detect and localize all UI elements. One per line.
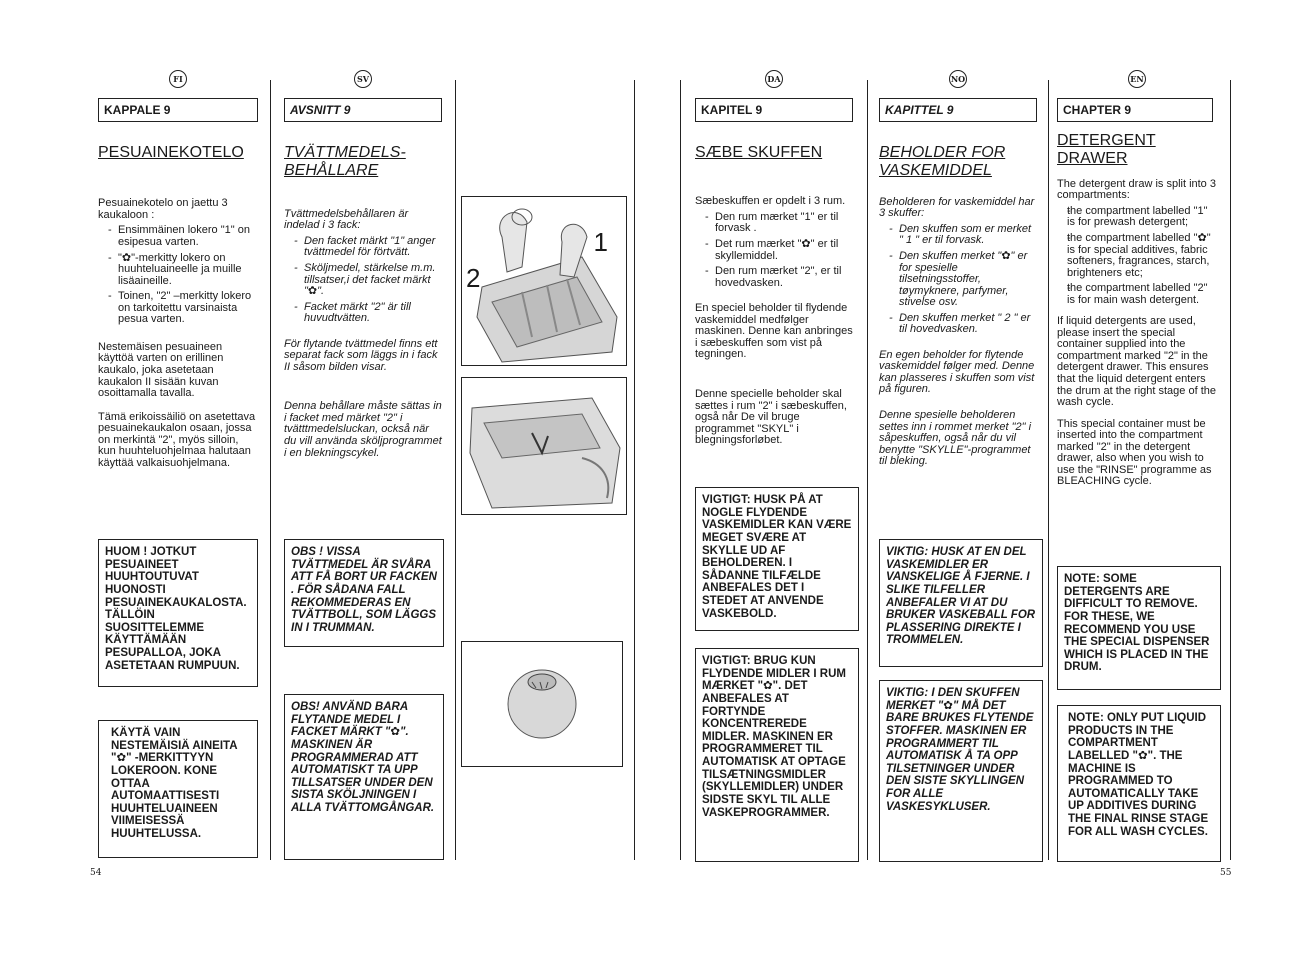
section-title: DETERGENT DRAWER [1057,132,1156,168]
section-title: PESUAINEKOTELO [98,144,244,161]
list-item: - Det rum mærket "✿" er til skyllemiddel. [695,239,853,262]
compartment-list [1057,206,1217,306]
page-gutter [680,80,681,860]
list-item: - Sköljmedel, stärkelse m.m. tillsatser,i det facket märkt "✿". [284,263,442,298]
liquid-container-illustration [461,377,627,515]
dosing-ball-illustration [461,641,623,767]
column-en [1057,70,1217,488]
warning-box: OBS ! VISSA TVÄTTMEDEL ÄR SVÅRA ATT FÅ BORT UR FACKEN . FÖR SÅDANA FALL REKOMMEDERAS EN TVÄTTBOLL, SOM LÄGGS IN I TRUMMAN. [284,539,444,647]
column-divider [1048,80,1049,860]
column-sv [284,70,442,459]
list-item: - Den skuffen som er merket " 1 " er til forvask. [879,224,1037,247]
chapter-label: CHAPTER 9 [1057,98,1213,122]
paragraph: Tämä erikoissäiliö on asetettava pesuainekaukalon osaan, jossa on merkintä "2", myös silloin, kun huuhteluohjelmaa halutaan käyttää valkaisuohjelmana. [98,410,256,469]
warning-box: VIKTIG: I DEN SKUFFEN MERKET "✿" MÅ DET BARE BRUKES FLYTENDE STOFFER. MASKINEN ER PROGRAMMERT TIL AUTOMATISK Å TA OPP TILSETNINGER UNDER DEN SISTE SKYLLINGEN FOR ALLE VASKESYKLUSER. [879,680,1043,862]
list-item: - Toinen, "2" –merkitty lokero on tarkoitettu varsinaista pesua varten. [98,291,258,326]
compartment-list [284,236,442,325]
intro-text: Beholderen for vaskemiddel har 3 skuffer: [879,195,1035,220]
chapter-label: KAPPALE 9 [98,98,258,122]
column-divider [455,80,456,860]
section-title: TVÄTTMEDELS-BEHÅLLARE [284,144,406,180]
warning-box: NOTE: ONLY PUT LIQUID PRODUCTS IN THE COMPARTMENT LABELLED "✿". THE MACHINE IS PROGRAMMED TO AUTOMATICALLY TAKE UP ADDITIVES DURING THE FINAL RINSE STAGE FOR ALL WASH CYCLES. [1057,705,1221,862]
column-divider [1230,80,1231,860]
detergent-drawer-icon [462,197,626,365]
warning-box: KÄYTÄ VAIN NESTEMÄISIÄ AINEITA "✿" -MERKITTYYN LOKEROON. KONE OTTAA AUTOMAATTISESTI HUUHTELUAINEEN VIIMEISESSÄ HUUHTELUSSA. [98,720,258,858]
paragraph: If liquid detergents are used, please insert the special container supplied into the compartment marked "2" in the detergent drawer. This ensures that the liquid detergent enters the drum at the right stage of the wash cycle. [1057,315,1216,409]
warning-box: NOTE: SOME DETERGENTS ARE DIFFICULT TO REMOVE. FOR THESE, WE RECOMMEND YOU USE THE SPECIAL DISPENSER WHICH IS PLACED IN THE DRUM. [1057,566,1221,690]
page-gutter [634,80,635,860]
compartment-list [98,225,258,325]
list-item: - Den skuffen merket "✿" er for spesielle tilsetningsstoffer, tøymyknere, parfymer, stivelse osv. [879,251,1037,309]
column-divider [867,80,868,860]
paragraph: En speciel beholder til flydende vaskemiddel medfølger maskinen. Denne kan anbringes i sæbeskuffen som vist på tegningen. [695,302,853,361]
warning-box: VIGTIGT: HUSK PÅ AT NOGLE FLYDENDE VASKEMIDLER KAN VÆRE MEGET SVÆRE AT SKYLLE UD AF BEHOLDEREN. I SÅDANNE TILFÆLDE ANBEFALES DET I STEDET AT ANVENDE VASKEBOLD. [695,487,859,631]
paragraph: Denna behållare måste sättas in i facket med märket "2" i tvätttmedelsluckan, också när du vill använda sköljprogrammet i en blekningscykel. [284,400,442,459]
paragraph: Denne specielle beholder skal sættes i rum "2" i sæbeskuffen, også når De vil bruge programmet "SKYL" i blegningsforløbet. [695,387,847,447]
intro-text: Pesuainekotelo on jaettu 3 kaukaloon : [98,197,228,221]
paragraph: För flytande tvättmedel finns ett separat fack som läggs in i fack II såsom bilden visar. [284,337,438,373]
column-fi [98,70,258,469]
column-da [695,70,853,447]
chapter-label: AVSNITT 9 [284,98,442,122]
paragraph: Denne spesielle beholderen settes inn i rommet merket "2" i såpeskuffen, også når du vil benytte "SKYLLE"-programmet til bleking. [879,408,1032,468]
language-badge: FI [169,70,187,88]
warning-box: HUOM ! JOTKUT PESUAINEET HUUHTOUTUVAT HUONOSTI PESUAINEKAUKALOSTA. TÄLLÖIN SUOSITTELEMME KÄYTTÄMÄÄN PESUPALLOA, JOKA ASETETAAN RUMPUUN. [98,539,258,687]
language-badge: SV [354,70,372,88]
list-item: - Den facket märkt "1" anger tvättmedel för förtvätt. [284,236,442,259]
intro-text: Tvättmedelsbehållaren är indelad i 3 fack: [284,207,409,232]
list-item: - Den rum mærket "2", er til hovedvasken. [695,266,853,289]
dosing-ball-icon [462,642,622,766]
section-title: BEHOLDER FOR VASKEMIDDEL [879,144,1006,180]
warning-box: VIKTIG: HUSK AT EN DEL VASKEMIDLER ER VANSKELIGE Å FJERNE. I SLIKE TILFELLER ANBEFALER VI AT DU BRUKER VASKEBALL FOR PLASSERING DIREKTE I TROMMELEN. [879,539,1043,667]
intro-text: Sæbeskuffen er opdelt i 3 rum. [695,195,846,208]
warning-box: VIGTIGT: BRUG KUN FLYDENDE MIDLER I RUM MÆRKET "✿". DET ANBEFALES AT FORTYNDE KONCENTREREDE MIDLER. MASKINEN ER PROGRAMMERET TIL AUTOMATISK AT OPTAGE TILSÆTNINGSMIDLER (SKYLLEMIDLER) UNDER SIDSTE SKYL TIL ALLE VASKEPROGRAMMER. [695,648,859,862]
list-item: - the compartment labelled "2" is for main wash detergent. [1057,283,1217,306]
list-item: - Den skuffen merket " 2 " er til hovedvasken. [879,313,1037,336]
chapter-label: KAPITEL 9 [695,98,853,122]
column-no [879,70,1037,468]
intro-text: The detergent draw is split into 3 compartments: [1057,177,1216,202]
figure-label: 2 [466,263,481,293]
compartment-list [695,212,853,289]
list-item: - the compartment labelled "1" is for prewash detergent; [1057,206,1217,229]
list-item: - Facket märkt "2" är till huvudtvätten. [284,302,442,325]
list-item: - Den rum mærket "1" er til forvask . [695,212,853,235]
section-title: SÆBE SKUFFEN [695,144,823,161]
language-badge: NO [949,70,967,88]
paragraph: En egen beholder for flytende vaskemiddel følger med. Denne kan plasseres i skuffen som vist på figuren. [879,348,1035,396]
chapter-label: KAPITTEL 9 [879,98,1037,122]
page-number: 54 [90,868,102,878]
list-item: - "✿"-merkitty lokero on huuhteluaineelle ja muille lisäaineille. [98,253,258,288]
liquid-container-icon [462,378,626,514]
paragraph: This special container must be inserted into the compartment marked "2" in the detergent drawer, also when you wish to use the "RINSE" programme as BLEACHING cycle. [1057,417,1212,488]
column-divider [270,80,271,860]
language-badge: EN [1128,70,1146,88]
figure-label: 1 [593,227,608,257]
language-badge: DA [765,70,783,88]
compartment-list [879,224,1037,336]
list-item: - Ensimmäinen lokero "1" on esipesua varten. [98,225,258,248]
drawer-illustration [461,196,627,366]
list-item: - the compartment labelled "✿" is for special additives, fabric softeners, fragrances, starch, brighteners etc; [1057,233,1217,279]
warning-box: OBS! ANVÄND BARA FLYTANDE MEDEL I FACKET MÄRKT "✿". MASKINEN ÄR PROGRAMMERAD ATT AUTOMATISKT TA UPP TILLSATSER UNDER DEN SISTA SKÖLJNINGEN I ALLA TVÄTTOMGÅNGAR. [284,694,444,860]
paragraph: Nestemäisen pesuaineen käyttöä varten on erillinen kaukalo, joka asetetaan kaukalon II sisään kuvan osoittamalla tavalla. [98,340,224,400]
page-number: 55 [1220,868,1232,878]
